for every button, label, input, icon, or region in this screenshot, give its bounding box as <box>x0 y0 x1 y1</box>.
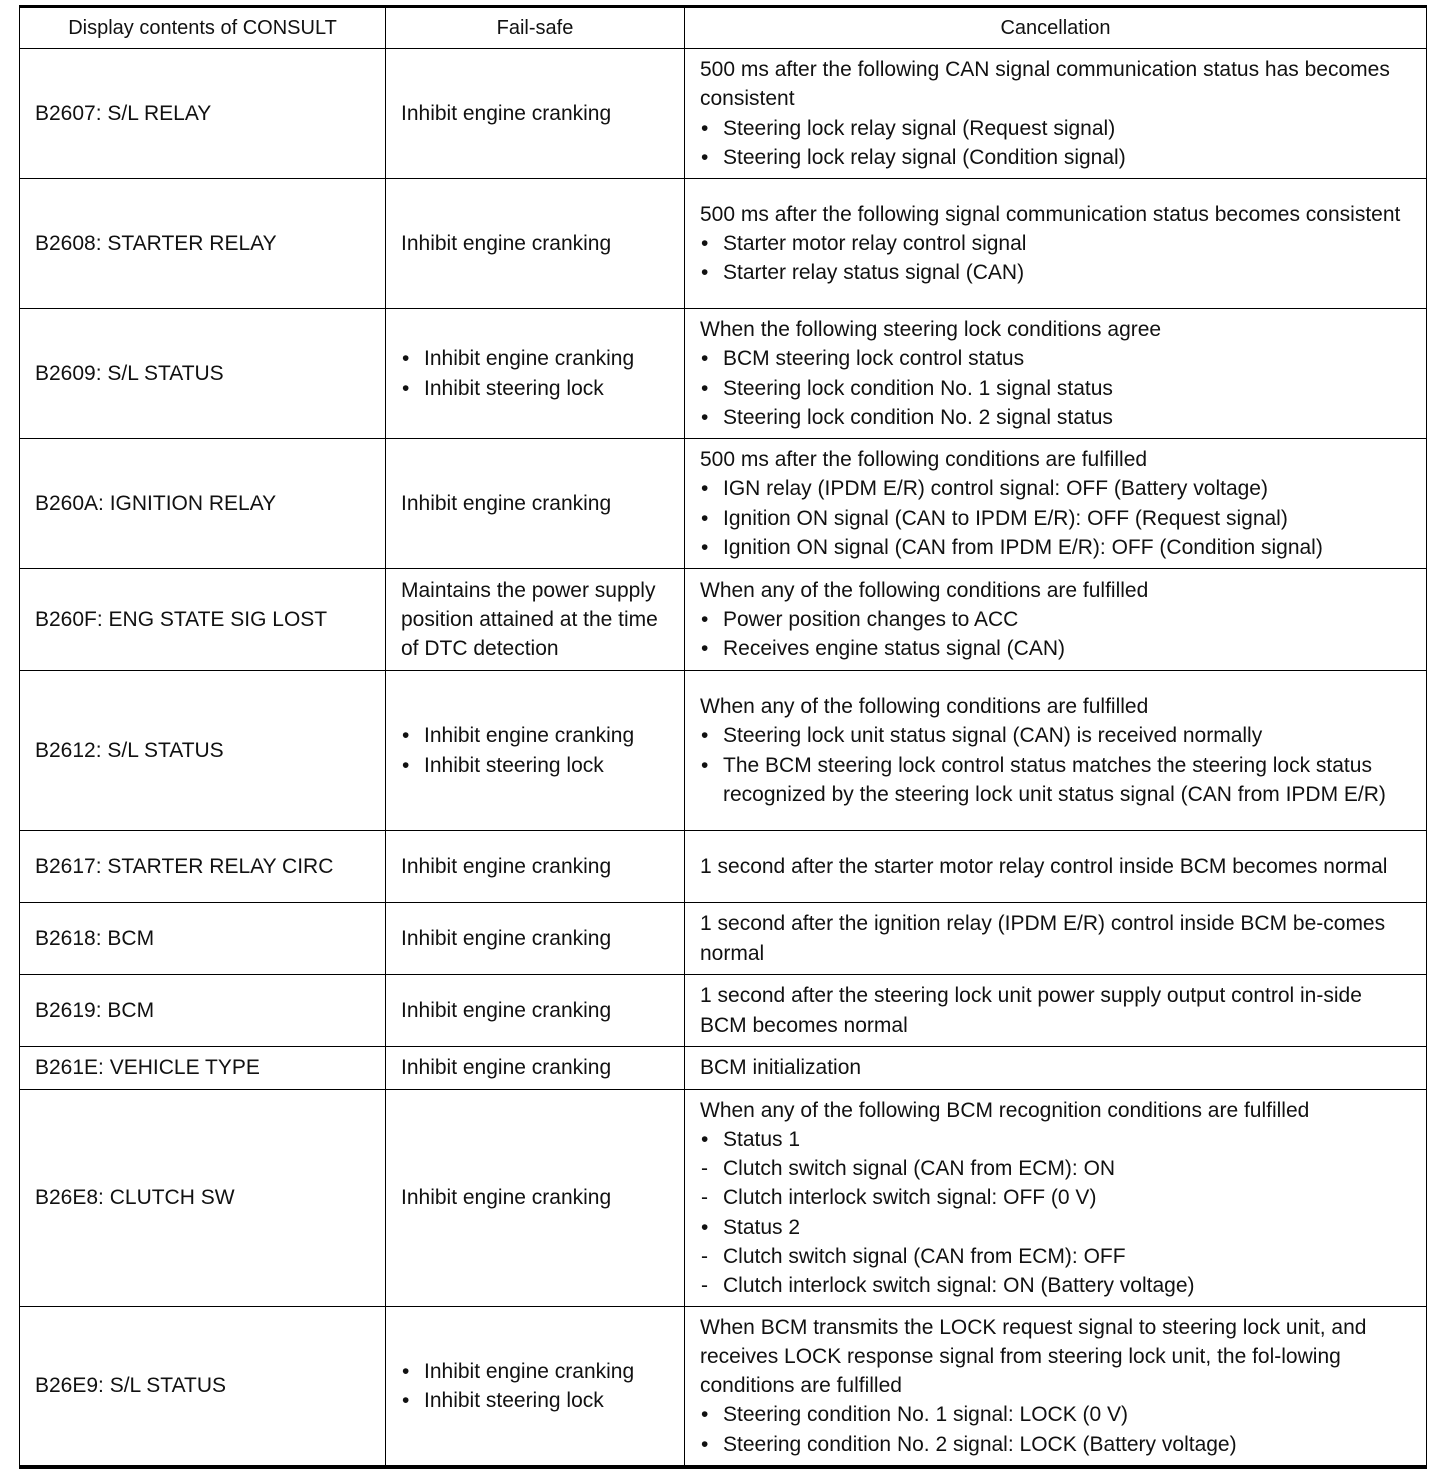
failsafe-list <box>401 344 672 402</box>
failsafe-text: Inhibit engine cranking <box>401 926 612 950</box>
failsafe-cell <box>386 1307 685 1467</box>
failsafe-text: Inhibit engine cranking <box>401 854 612 878</box>
failsafe-item: • Inhibit steering lock <box>401 751 672 780</box>
cancellation-cell <box>685 49 1427 179</box>
cancellation-sub-item: - Clutch interlock switch signal: ON (Battery voltage) <box>700 1271 1414 1300</box>
failsafe-text: Inhibit engine cranking <box>401 101 612 125</box>
cancellation-list <box>700 229 1414 287</box>
cancellation-intro: 1 second after the steering lock unit power supply output control in-side BCM becomes normal <box>700 984 1362 1037</box>
dtc-cell: B2617: STARTER RELAY CIRC <box>20 831 386 903</box>
cancellation-item: • Ignition ON signal (CAN to IPDM E/R): OFF (Request signal) <box>700 504 1414 533</box>
failsafe-text: Inhibit engine cranking <box>401 491 612 515</box>
dtc-cell: B2612: S/L STATUS <box>20 671 386 831</box>
failsafe-list <box>401 721 672 779</box>
cancellation-intro: When the following steering lock conditions agree <box>700 318 1162 342</box>
table-row <box>20 49 1427 179</box>
failsafe-table <box>19 5 1427 1469</box>
cancellation-item: • Starter motor relay control signal <box>700 229 1414 258</box>
cancellation-intro: 500 ms after the following conditions are fulfilled <box>700 448 1148 472</box>
failsafe-cell <box>386 179 685 309</box>
cancellation-item: • IGN relay (IPDM E/R) control signal: OFF (Battery voltage) <box>700 474 1414 503</box>
cancellation-intro: When any of the following conditions are fulfilled <box>700 578 1149 602</box>
cancellation-item: • Steering lock condition No. 1 signal status <box>700 374 1414 403</box>
cancellation-item: • Starter relay status signal (CAN) <box>700 258 1414 287</box>
table-row <box>20 569 1427 671</box>
table-row <box>20 1307 1427 1467</box>
failsafe-cell <box>386 309 685 439</box>
table-row <box>20 831 1427 903</box>
cancellation-cell <box>685 831 1427 903</box>
cancellation-cell <box>685 671 1427 831</box>
failsafe-item: • Inhibit steering lock <box>401 374 672 403</box>
table-row <box>20 179 1427 309</box>
failsafe-cell <box>386 569 685 671</box>
cancellation-item: • Ignition ON signal (CAN from IPDM E/R): OFF (Condition signal) <box>700 533 1414 562</box>
cancellation-item: • Status 1 <box>700 1125 1414 1154</box>
cancellation-list <box>700 1125 1414 1300</box>
dtc-cell: B2618: BCM <box>20 903 386 975</box>
table-body <box>20 49 1427 1467</box>
cancellation-cell <box>685 1307 1427 1467</box>
dtc-cell: B261E: VEHICLE TYPE <box>20 1047 386 1090</box>
cancellation-list <box>700 114 1414 172</box>
dtc-cell: B2608: STARTER RELAY <box>20 179 386 309</box>
cancellation-cell <box>685 1047 1427 1090</box>
failsafe-text: Inhibit engine cranking <box>401 998 612 1022</box>
cancellation-intro: 500 ms after the following CAN signal communication status has becomes consistent <box>700 58 1390 111</box>
failsafe-item: • Inhibit engine cranking <box>401 1357 672 1386</box>
cancellation-list <box>700 344 1414 432</box>
failsafe-text: Inhibit engine cranking <box>401 1056 612 1080</box>
cancellation-item: • Power position changes to ACC <box>700 605 1414 634</box>
table-row <box>20 903 1427 975</box>
dtc-cell: B2609: S/L STATUS <box>20 309 386 439</box>
failsafe-cell <box>386 1047 685 1090</box>
cancellation-cell <box>685 309 1427 439</box>
cancellation-intro: 1 second after the starter motor relay control inside BCM becomes normal <box>700 854 1388 878</box>
failsafe-cell <box>386 439 685 569</box>
cancellation-cell <box>685 1090 1427 1307</box>
dtc-cell: B26E9: S/L STATUS <box>20 1307 386 1467</box>
dtc-cell: B260F: ENG STATE SIG LOST <box>20 569 386 671</box>
cancellation-cell <box>685 903 1427 975</box>
cancellation-intro: When BCM transmits the LOCK request signal to steering lock unit, and receives LOCK response signal from steering lock unit, the fol-lowing conditions are fulfilled <box>700 1315 1367 1398</box>
table-row <box>20 439 1427 569</box>
failsafe-cell <box>386 903 685 975</box>
table-row <box>20 1090 1427 1307</box>
table-row <box>20 1047 1427 1090</box>
failsafe-cell <box>386 975 685 1047</box>
cancellation-item: • The BCM steering lock control status matches the steering lock status recognized by the steering lock unit status signal (CAN from IPDM E/R) <box>700 751 1414 809</box>
failsafe-cell <box>386 1090 685 1307</box>
failsafe-cell <box>386 671 685 831</box>
dtc-cell: B2607: S/L RELAY <box>20 49 386 179</box>
cancellation-item: • Steering lock unit status signal (CAN) is received normally <box>700 721 1414 750</box>
cancellation-list <box>700 474 1414 562</box>
cancellation-item: • Status 2 <box>700 1213 1414 1242</box>
failsafe-cell <box>386 49 685 179</box>
cancellation-item: • Steering condition No. 2 signal: LOCK (Battery voltage) <box>700 1430 1414 1459</box>
cancellation-item: • Steering condition No. 1 signal: LOCK (0 V) <box>700 1400 1414 1429</box>
table-row <box>20 671 1427 831</box>
header-cancellation: Cancellation <box>685 7 1427 49</box>
failsafe-text: Inhibit engine cranking <box>401 231 612 255</box>
cancellation-item: • Steering lock relay signal (Request signal) <box>700 114 1414 143</box>
failsafe-item: • Inhibit engine cranking <box>401 344 672 373</box>
failsafe-list <box>401 1357 672 1415</box>
cancellation-cell <box>685 975 1427 1047</box>
cancellation-item: • BCM steering lock control status <box>700 344 1414 373</box>
failsafe-item: • Inhibit steering lock <box>401 1386 672 1415</box>
dtc-cell: B26E8: CLUTCH SW <box>20 1090 386 1307</box>
cancellation-list <box>700 605 1414 663</box>
cancellation-sub-item: - Clutch interlock switch signal: OFF (0 V) <box>700 1183 1414 1212</box>
cancellation-item: • Steering lock condition No. 2 signal status <box>700 403 1414 432</box>
failsafe-item: • Inhibit engine cranking <box>401 721 672 750</box>
cancellation-list <box>700 1400 1414 1458</box>
cancellation-cell <box>685 569 1427 671</box>
failsafe-text: Maintains the power supply position attained at the time of DTC detection <box>401 578 658 661</box>
dtc-cell: B260A: IGNITION RELAY <box>20 439 386 569</box>
cancellation-intro: 500 ms after the following signal communication status becomes consistent <box>700 202 1401 226</box>
cancellation-item: • Receives engine status signal (CAN) <box>700 634 1414 663</box>
cancellation-intro: When any of the following BCM recognition conditions are fulfilled <box>700 1098 1310 1122</box>
table-row <box>20 309 1427 439</box>
cancellation-sub-item: - Clutch switch signal (CAN from ECM): ON <box>700 1154 1414 1183</box>
cancellation-list <box>700 721 1414 809</box>
cancellation-item: • Steering lock relay signal (Condition signal) <box>700 143 1414 172</box>
cancellation-cell <box>685 439 1427 569</box>
table-row <box>20 975 1427 1047</box>
header-display-contents: Display contents of CONSULT <box>20 7 386 49</box>
cancellation-sub-item: - Clutch switch signal (CAN from ECM): OFF <box>700 1242 1414 1271</box>
dtc-cell: B2619: BCM <box>20 975 386 1047</box>
table-header-row <box>20 7 1427 49</box>
failsafe-text: Inhibit engine cranking <box>401 1186 612 1210</box>
failsafe-cell <box>386 831 685 903</box>
cancellation-cell <box>685 179 1427 309</box>
cancellation-intro: BCM initialization <box>700 1056 862 1080</box>
cancellation-intro: When any of the following conditions are fulfilled <box>700 695 1149 719</box>
cancellation-intro: 1 second after the ignition relay (IPDM E/R) control inside BCM be-comes normal <box>700 912 1386 965</box>
header-fail-safe: Fail-safe <box>386 7 685 49</box>
